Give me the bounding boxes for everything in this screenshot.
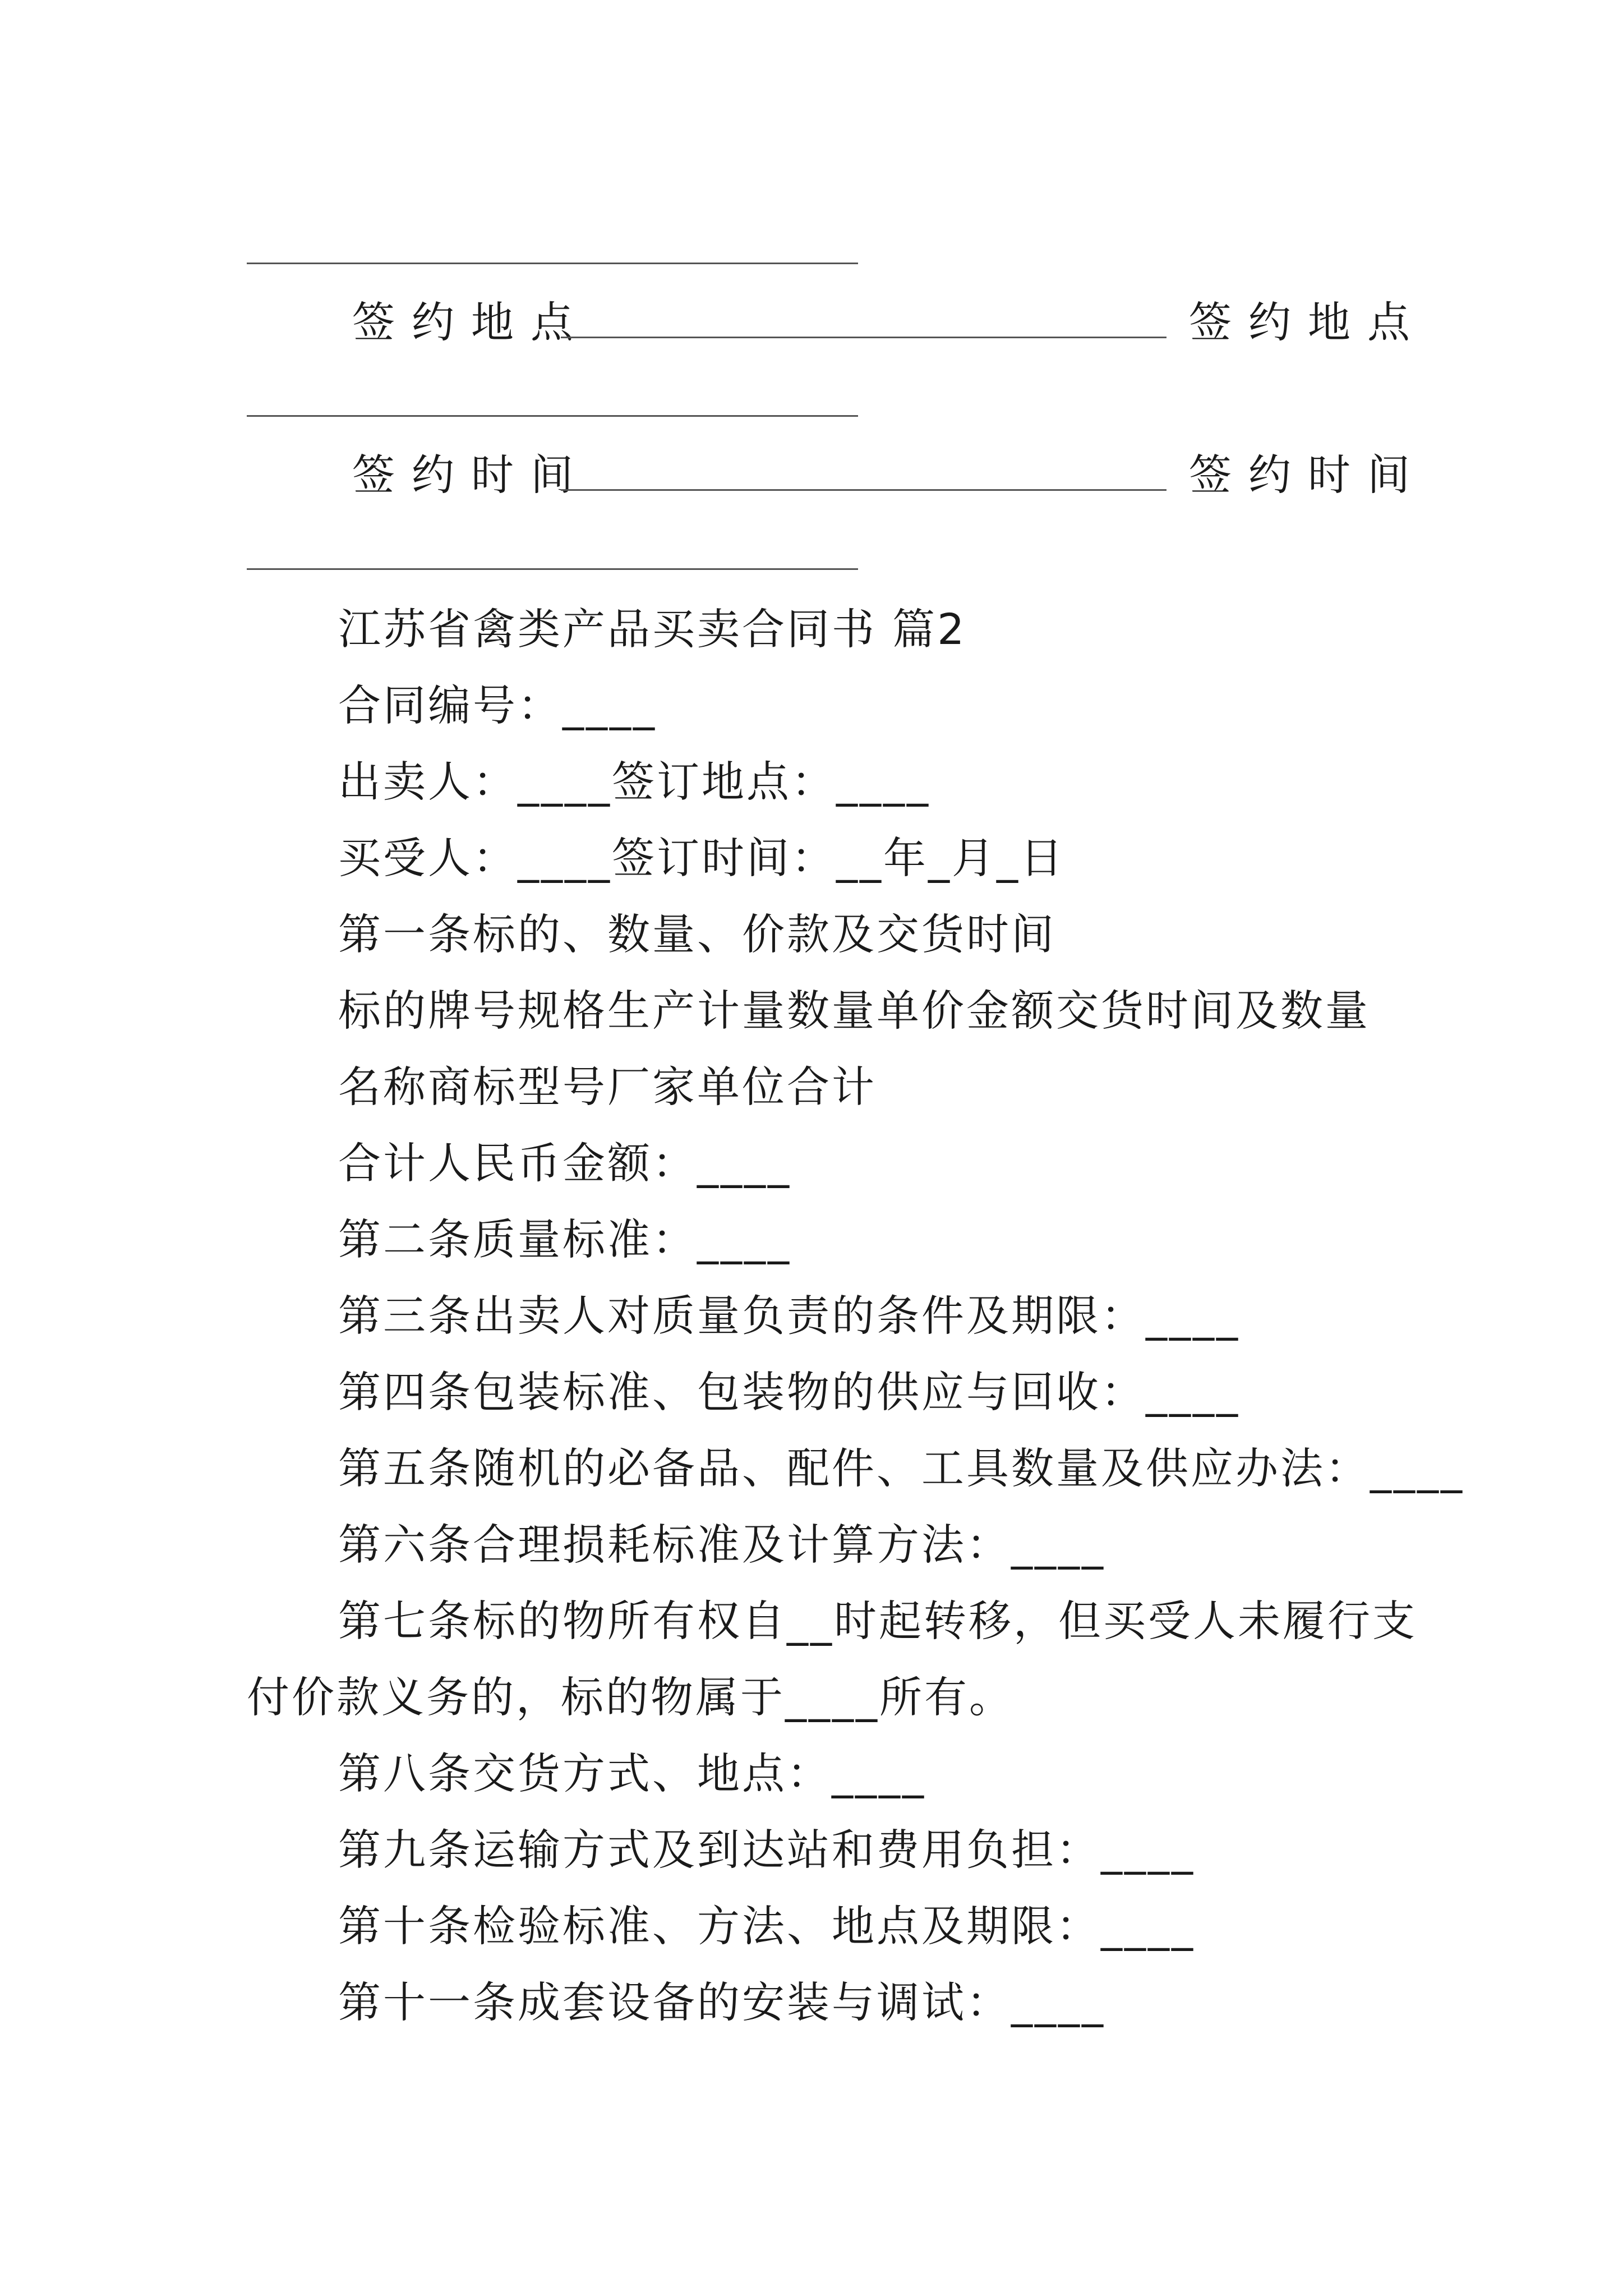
article-3: 第三条出卖人对质量负责的条件及期限：____	[338, 1291, 1240, 1341]
article-10: 第十条检验标准、方法、地点及期限：____	[338, 1901, 1195, 1951]
signing-place-label: 签约地点	[1189, 297, 1427, 347]
article-7-continued: 付价款义务的，标的物属于____所有。	[247, 1672, 1014, 1722]
table-header-row-2: 名称商标型号厂家单位合计	[338, 1062, 877, 1112]
article-9: 第九条运输方式及到达站和费用负担：____	[338, 1825, 1195, 1875]
document-title: 江苏省禽类产品买卖合同书 篇2	[338, 604, 967, 654]
signing-time-label: 签约时间	[1189, 450, 1427, 500]
article-2: 第二条质量标准：____	[338, 1214, 791, 1264]
signing-place-label: 签约地点	[352, 297, 590, 347]
contract-number: 合同编号：____	[338, 680, 657, 730]
total-amount: 合计人民币金额：____	[338, 1138, 791, 1188]
seller-line: 出卖人：____签订地点：____	[338, 757, 930, 807]
blank-line	[561, 337, 1166, 338]
article-1: 第一条标的、数量、价款及交货时间	[338, 909, 1056, 959]
table-header-row-1: 标的牌号规格生产计量数量单价金额交货时间及数量	[338, 986, 1370, 1036]
buyer-line: 买受人：____签订时间：__年_月_日	[338, 833, 1065, 883]
blank-line	[247, 415, 858, 417]
blank-line	[247, 568, 858, 570]
article-4: 第四条包装标准、包装物的供应与回收：____	[338, 1367, 1240, 1417]
blank-line	[247, 263, 858, 264]
article-7: 第七条标的物所有权自__时起转移，但买受人未履行支	[338, 1596, 1417, 1646]
article-11: 第十一条成套设备的安装与调试：____	[338, 1977, 1105, 2027]
signing-time-label: 签约时间	[352, 450, 590, 500]
article-5: 第五条随机的必备品、配件、工具数量及供应办法：____	[338, 1443, 1464, 1493]
article-8: 第八条交货方式、地点：____	[338, 1749, 926, 1798]
blank-line	[561, 489, 1166, 491]
article-6: 第六条合理损耗标准及计算方法：____	[338, 1520, 1105, 1570]
